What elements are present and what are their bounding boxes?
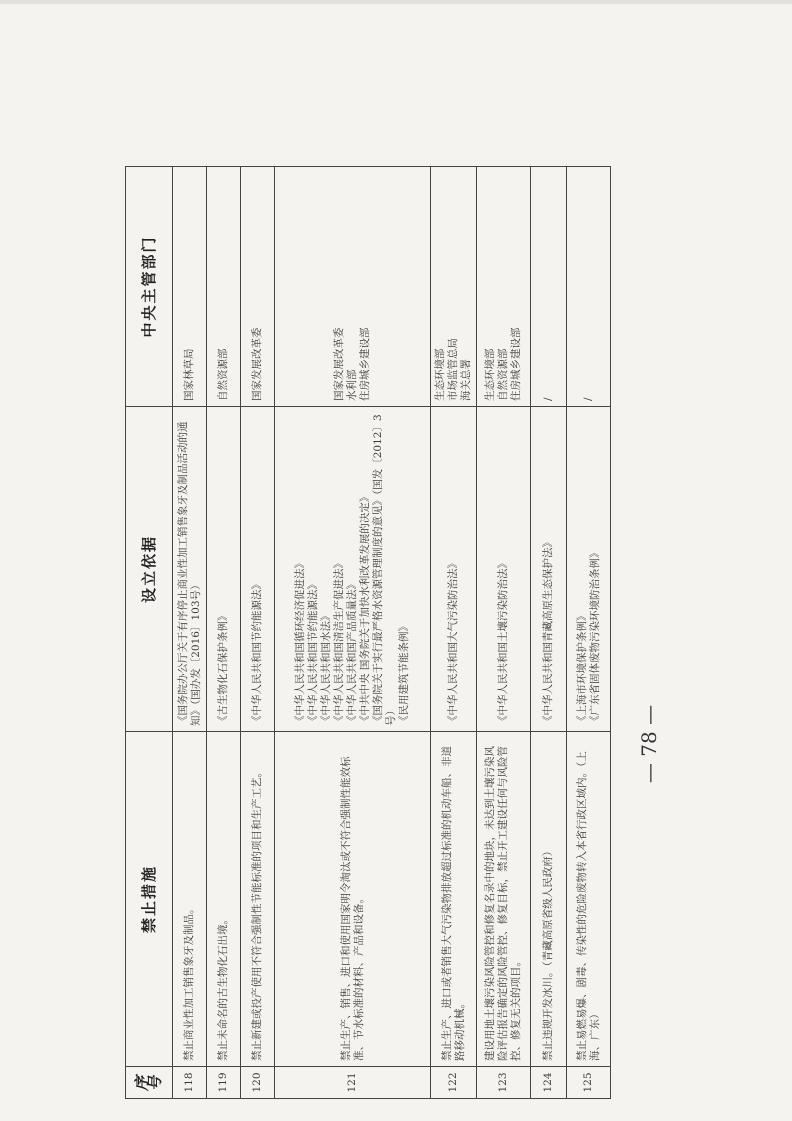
basis-item: 《中华人民共和国青藏高原生态保护法》 [542,537,554,726]
table-row [275,167,431,1099]
basis-item: 《中华人民共和国土壤污染防治法》 [497,558,509,726]
row-department [275,167,431,407]
row-seq: 120 [241,1067,275,1099]
header-description: 禁止措施 [126,732,173,1067]
table-body [173,167,611,1099]
department-item: 住房城乡建设部 [359,327,371,401]
row-seq: 119 [207,1067,241,1099]
department-item: 国家林草局 [183,348,195,401]
basis-item: 《上海市环境保护条例》 [575,610,588,726]
table-row [531,167,567,1099]
department-item: 市场监管总局 [447,338,459,401]
row-description: 禁止商业性加工销售象牙及制品。 [173,732,207,1067]
department-item: 海关总署 [460,359,472,401]
row-seq: 124 [531,1067,567,1099]
department-item: 自然资源部 [217,348,229,401]
rotated-table-wrapper [125,167,601,1099]
row-basis [207,407,241,732]
basis-item: 《中华人民共和国大气污染防治法》 [447,558,459,726]
basis-item: 《中华人民共和国节约能源法》 [251,579,263,726]
basis-item: 《国务院关于实行最严格水资源管理制度的意见》（国发〔2012〕3号） [372,414,397,726]
row-description: 禁止生产、进口或者销售大气污染物排放超过标准的机动车船、非道路移动机械。 [431,732,477,1067]
row-seq: 121 [275,1067,431,1099]
table-header-row [126,167,173,1099]
scan-edge [0,0,792,4]
row-basis [241,407,275,732]
row-description: 禁止新建或投产使用不符合强制性节能标准的项目和生产工艺。 [241,732,275,1067]
table-row [431,167,477,1099]
basis-item: 《中华人民共和国水法》 [320,610,332,726]
basis-item: 《中华人民共和国清洁生产促进法》 [333,558,345,726]
measures-table [125,166,611,1099]
row-seq: 118 [173,1067,207,1099]
department-item: 生态环境部 [434,348,446,401]
table-row [173,167,207,1099]
row-department [207,167,241,407]
table-row [207,167,241,1099]
header-basis: 设立依据 [126,407,173,732]
table-row [477,167,531,1099]
row-description: 禁止违规开发冰川。（青藏高原省级人民政府） [531,732,567,1067]
page-number: — 78 — [637,704,661,784]
department-item: 住房城乡建设部 [510,327,522,401]
row-basis [275,407,431,732]
department-item: 国家发展改革委 [251,327,263,401]
row-basis [173,407,207,732]
basis-item: 《中共中央 国务院关于加快水利改革发展的决定》 [359,491,371,726]
row-department [241,167,275,407]
basis-item: 《古生物化石保护条例》 [217,610,229,726]
row-description: 建设用地土壤污染风险管控和修复名录中的地块，未达到土壤污染风险评估报告确定的风险管控、修复目标，禁止开工建设任何与风险管控、修复无关的项目。 [477,732,531,1067]
basis-item: 《中华人民共和国节约能源法》 [307,579,319,726]
department-item: 自然资源部 [497,348,509,401]
department-item: / [582,397,594,401]
table-row [567,167,611,1099]
department-item: 生态环境部 [484,348,496,401]
row-seq: 123 [477,1067,531,1099]
row-seq: 122 [431,1067,477,1099]
basis-item: 《广东省固体废物污染环境防治条例》 [588,547,601,726]
row-department [431,167,477,407]
header-seq: 序号 [126,1067,173,1099]
row-basis [531,407,567,732]
basis-item: 《中华人民共和国产品质量法》 [346,579,358,726]
basis-item: 《中华人民共和国循环经济促进法》 [294,558,306,726]
department-item: / [542,397,554,401]
basis-item: 《民用建筑节能条例》 [398,621,410,726]
row-description: 禁止生产、销售、进口和使用国家明令淘汰或不符合强制性能效标准、节水标准的材料、产品和设备。 [275,732,431,1067]
row-description: 禁止易燃易爆、剧毒、传染性的危险废物转入本省行政区域内。（上海、广东） [567,732,611,1067]
row-seq: 125 [567,1067,611,1099]
row-department [531,167,567,407]
row-basis [431,407,477,732]
row-basis [567,407,611,732]
row-department [567,167,611,407]
table-row [241,167,275,1099]
row-department [173,167,207,407]
basis-item: 《国务院办公厅关于有序停止商业性加工销售象牙及制品活动的通知》（国办发〔2016〕103号） [176,421,202,726]
row-description: 禁止未命名的古生物化石出境。 [207,732,241,1067]
row-basis [477,407,531,732]
department-item: 国家发展改革委 [333,327,345,401]
department-item: 水利部 [346,369,358,401]
header-department: 中央主管部门 [126,167,173,407]
row-department [477,167,531,407]
